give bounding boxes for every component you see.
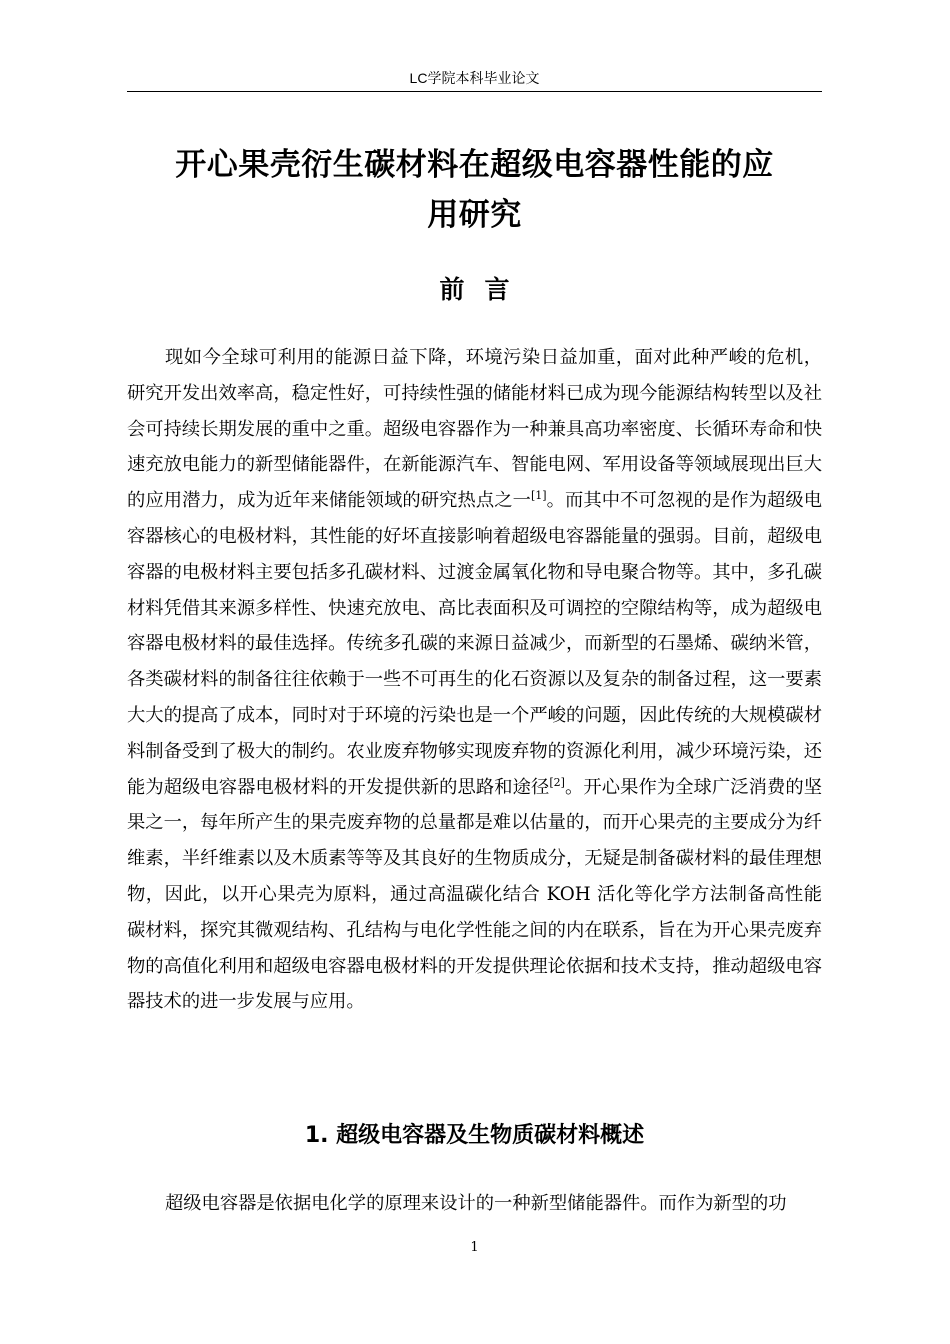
running-header: LC学院本科毕业论文 (409, 70, 540, 86)
preface-heading: 前言 (439, 275, 530, 304)
paper-title-line-1: 开心果壳衍生碳材料在超级电容器性能的应 (175, 147, 774, 183)
section-1-heading: 1. 超级电容器及生物质碳材料概述 (304, 1123, 645, 1148)
page-number: 1 (470, 1240, 479, 1255)
header-rule (127, 91, 822, 92)
preface-text-part-3: 。开心果作为全球广泛消费的坚果之一，每年所产生的果壳废弃物的总量都是难以估量的，而开心果壳的主要成分为纤维素，半纤维素以及木质素等等及其良好的生物质成分，无疑是制备碳材料的最佳理想物，因此，以开心果壳为原料，通过高温碳化结合 KOH 活化等化学方法制备高性能碳材料，探究其微观结构、孔结构与电化学性能之间的内在联系，旨在为开心果壳废弃物的高值化利用和超级电容器电极材料的开发提供理论依据和技术支持，推动超级电容器技术的进一步发展与应用。 (127, 776, 823, 1013)
citation-1: [1] (530, 489, 547, 503)
citation-2: [2] (549, 775, 565, 789)
preface-text-part-1: 现如今全球可利用的能源日益下降，环境污染日益加重，面对此种严峻的危机，研究开发出效率高，稳定性好，可持续性强的储能材料已成为现今能源结构转型以及社会可持续长期发展的重中之重。超级电容器作为一种兼具高功率密度、长循环寿命和快速充放电能力的新型储能器件，在新能源汽车、智能电网、军用设备等领域展现出巨大的应用潜力，成为近年来储能领域的研究热点之一 (127, 347, 822, 512)
section-1-paragraph: 超级电容器是依据电化学的原理来设计的一种新型储能器件。而作为新型的功 (165, 1193, 787, 1214)
preface-text-part-2: 。而其中不可忽视的是作为超级电容器核心的电极材料，其性能的好坏直接影响着超级电容器能量的强弱。目前，超级电容器的电极材料主要包括多孔碳材料、过渡金属氧化物和导电聚合物等。其中，多孔碳材料凭借其来源多样性、快速充放电、高比表面积及可调控的空隙结构等，成为超级电容器电极材料的最佳选择。传统多孔碳的来源日益减少，而新型的石墨烯、碳纳米管，各类碳材料的制备往往依赖于一些不可再生的化石资源以及复杂的制备过程，这一要素大大的提高了成本，同时对于环境的污染也是一个严峻的问题，因此传统的大规模碳材料制备受到了极大的制约。农业废弃物够实现废弃物的资源化利用，减少环境污染，还能为超级电容器电极材料的开发提供新的思路和途径 (127, 490, 823, 798)
paper-title (127, 140, 822, 240)
paper-title-line-2: 用研究 (427, 197, 522, 233)
preface-paragraph (127, 340, 822, 1020)
